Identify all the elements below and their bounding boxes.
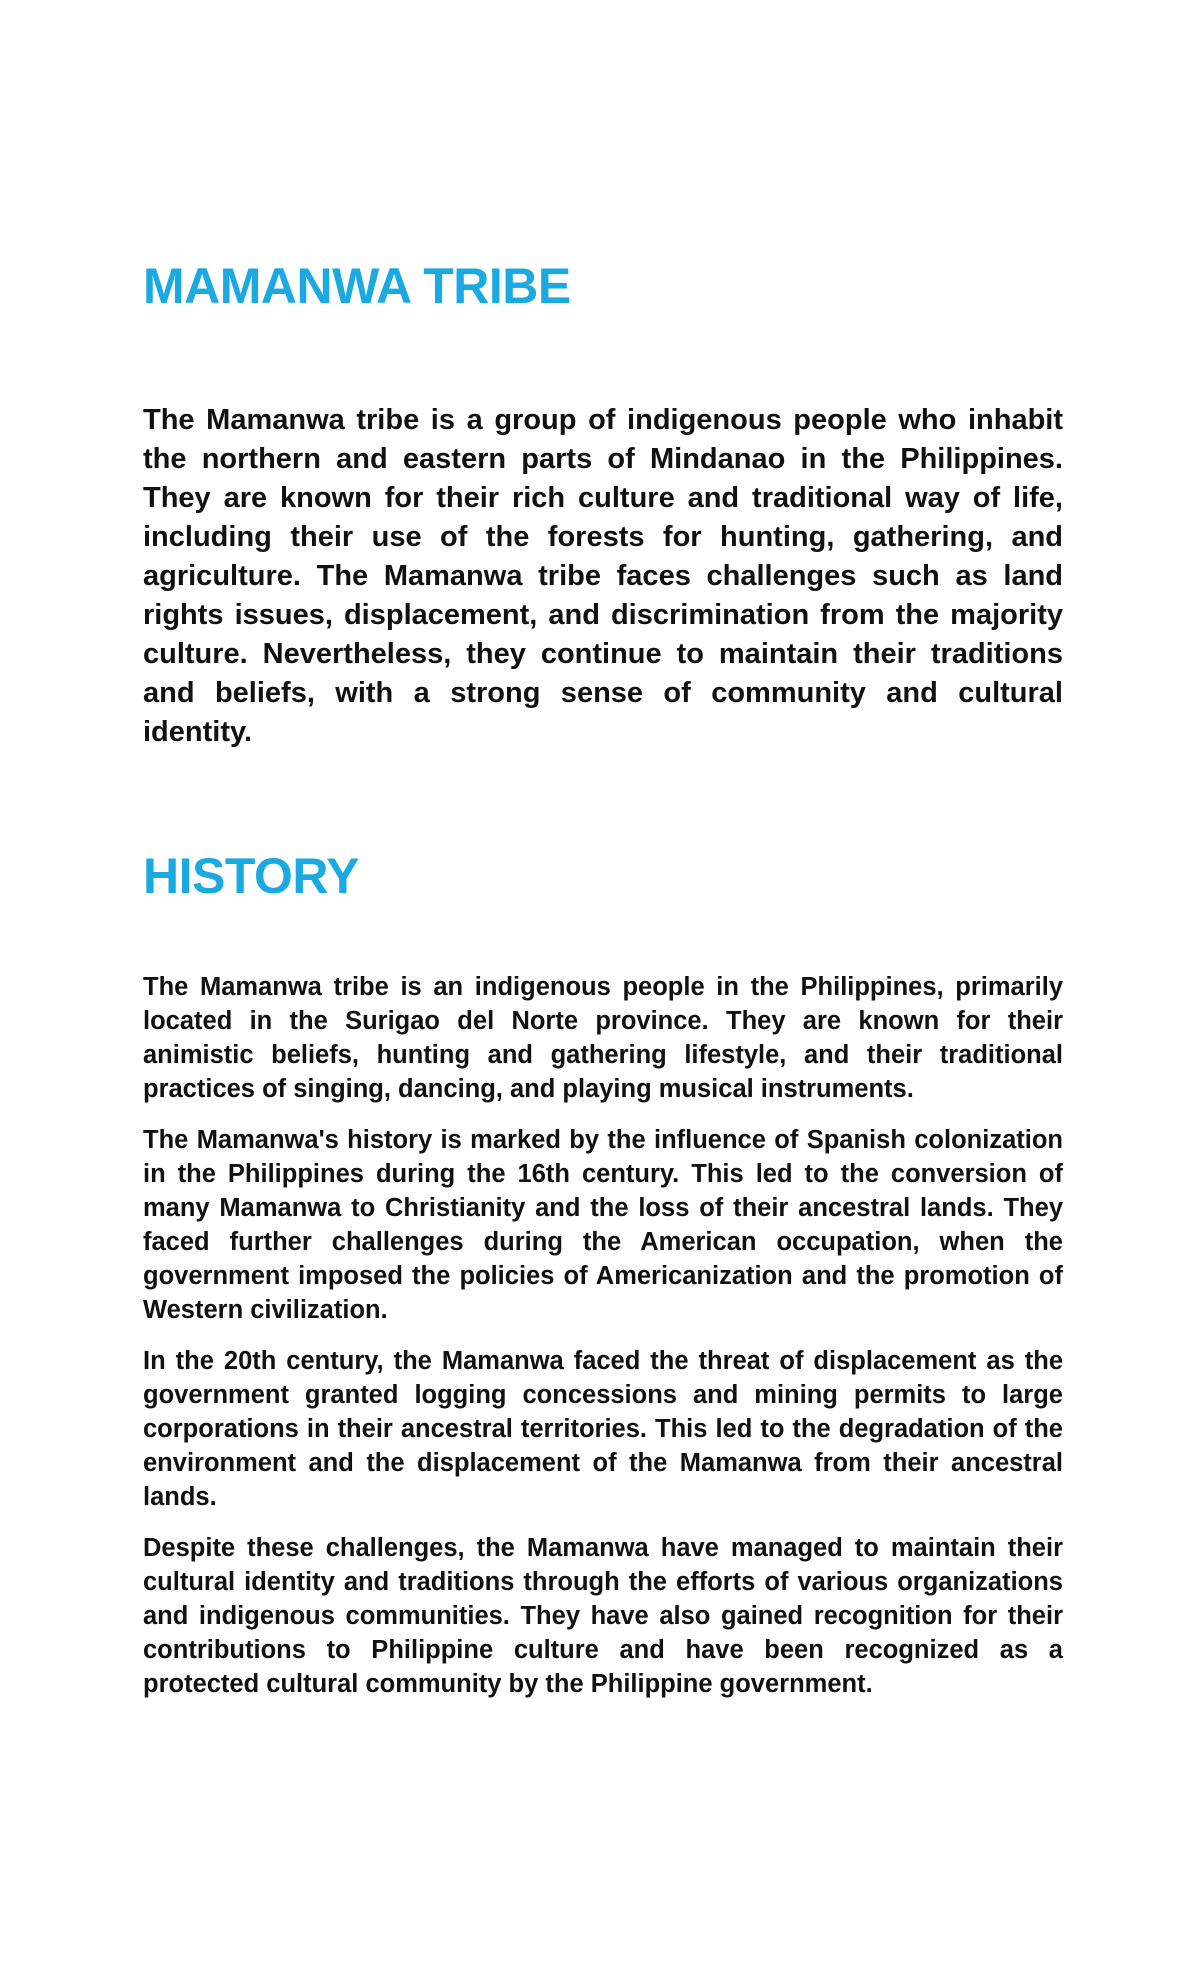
history-paragraph-2: The Mamanwa's history is marked by the influence of Spanish colonization in the Philippines during the 16th century. This led to the conversion of many Mamanwa to Christianity and the loss of their ancestral lands. They faced further challenges during the American occupation, when the government imposed the policies of Americanization and the promotion of Western civilization. <box>143 1126 1063 1324</box>
section-heading-mamanwa-tribe: MAMANWA TRIBE <box>143 258 571 314</box>
intro-text-block <box>143 401 1063 752</box>
history-paragraph-4: Despite these challenges, the Mamanwa have managed to maintain their cultural identity and traditions through the efforts of various organizations and indigenous communities. They have also gained recognition for their contributions to Philippine culture and have been recognized as a protected cultural community by the Philippine government. <box>143 1534 1063 1698</box>
history-paragraph-1: The Mamanwa tribe is an indigenous people in the Philippines, primarily located in the Surigao del Norte province. They are known for their animistic beliefs, hunting and gathering lifestyle, and their traditional practices of singing, dancing, and playing musical instruments. <box>143 973 1063 1103</box>
intro-paragraph: The Mamanwa tribe is a group of indigenous people who inhabit the northern and eastern parts of Mindanao in the Philippines. They are known for their rich culture and traditional way of life, including their use of the forests for hunting, gathering, and agriculture. The Mamanwa tribe faces challenges such as land rights issues, displacement, and discrimination from the majority culture. Nevertheless, they continue to maintain their traditions and beliefs, with a strong sense of community and cultural identity. <box>143 404 1063 748</box>
history-text-block <box>143 970 1063 1718</box>
section-heading-history: HISTORY <box>143 848 359 904</box>
history-paragraph-3: In the 20th century, the Mamanwa faced the threat of displacement as the government granted logging concessions and mining permits to large corporations in their ancestral territories. This led to the degradation of the environment and the displacement of the Mamanwa from their ancestral lands. <box>143 1347 1063 1511</box>
